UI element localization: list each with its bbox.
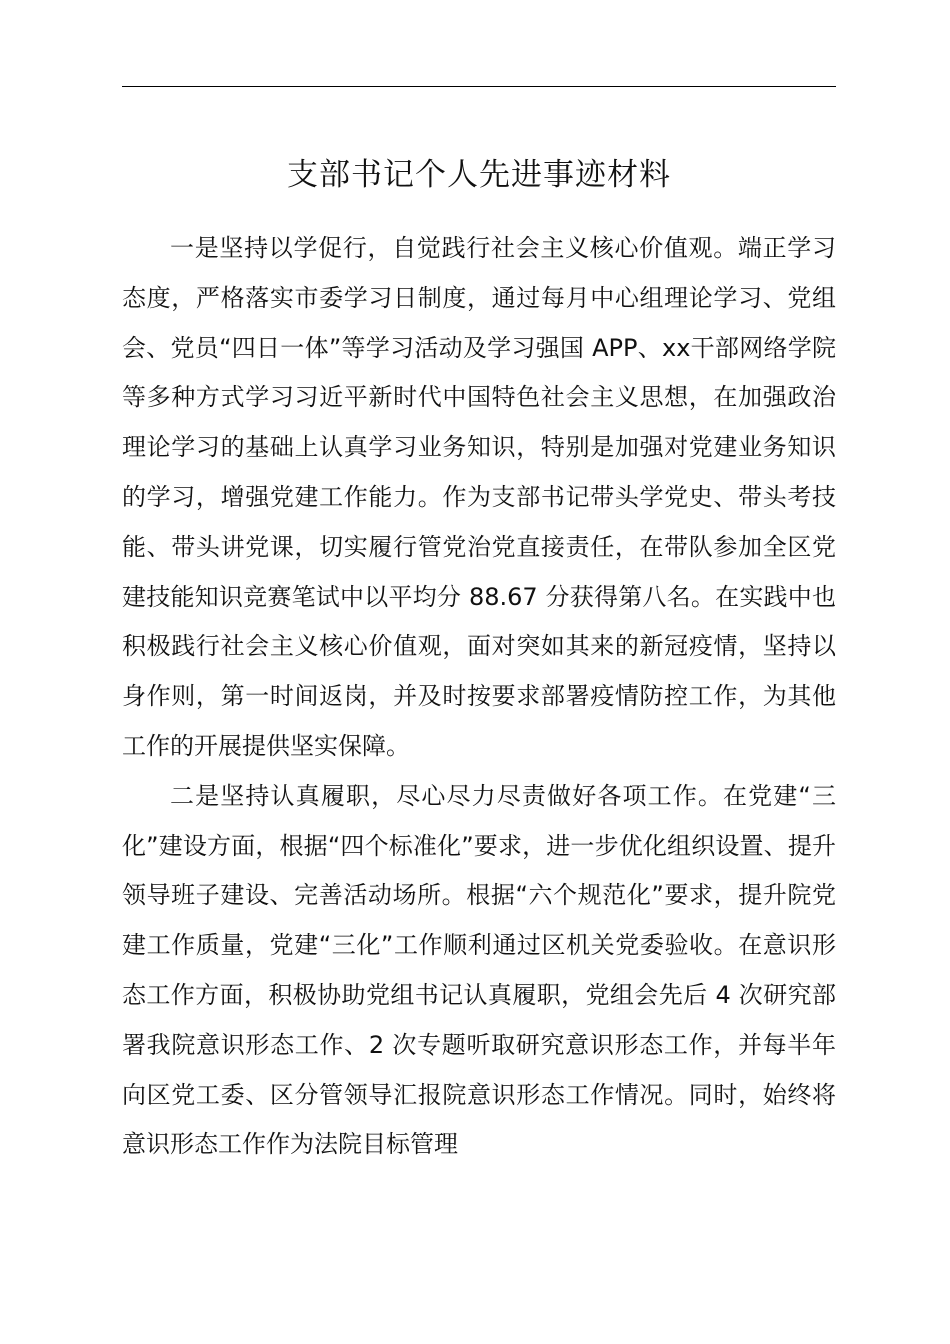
document-body <box>122 224 836 1170</box>
header-rule <box>122 86 836 87</box>
paragraph-2: 二是坚持认真履职，尽心尽力尽责做好各项工作。在党建“三化”建设方面，根据“四个标准化”要求，进一步优化组织设置、提升领导班子建设、完善活动场所。根据“六个规范化”要求，提升院党建工作质量，党建“三化”工作顺利通过区机关党委验收。在意识形态工作方面，积极协助党组书记认真履职，党组会先后 4 次研究部署我院意识形态工作、2 次专题听取研究意识形态工作，并每半年向区党工委、区分管领导汇报院意识形态工作情况。同时，始终将意识形态工作作为法院目标管理 <box>122 781 836 1159</box>
paragraph-1: 一是坚持以学促行，自觉践行社会主义核心价值观。端正学习态度，严格落实市委学习日制度，通过每月中心组理论学习、党组会、党员“四日一体”等学习活动及学习强国 APP、xx干部网络学院等多种方式学习习近平新时代中国特色社会主义思想，在加强政治理论学习的基础上认真学习业务知识，特别是加强对党建业务知识的学习，增强党建工作能力。作为支部书记带头学党史、带头考技能、带头讲党课，切实履行管党治党直接责任，在带队参加全区党建技能知识竞赛笔试中以平均分 88.67 分获得第八名。在实践中也积极践行社会主义核心价值观，面对突如其来的新冠疫情，坚持以身作则，第一时间返岗，并及时按要求部署疫情防控工作，为其他工作的开展提供坚实保障。 <box>122 234 836 760</box>
document-title: 支部书记个人先进事迹材料 <box>287 157 671 193</box>
